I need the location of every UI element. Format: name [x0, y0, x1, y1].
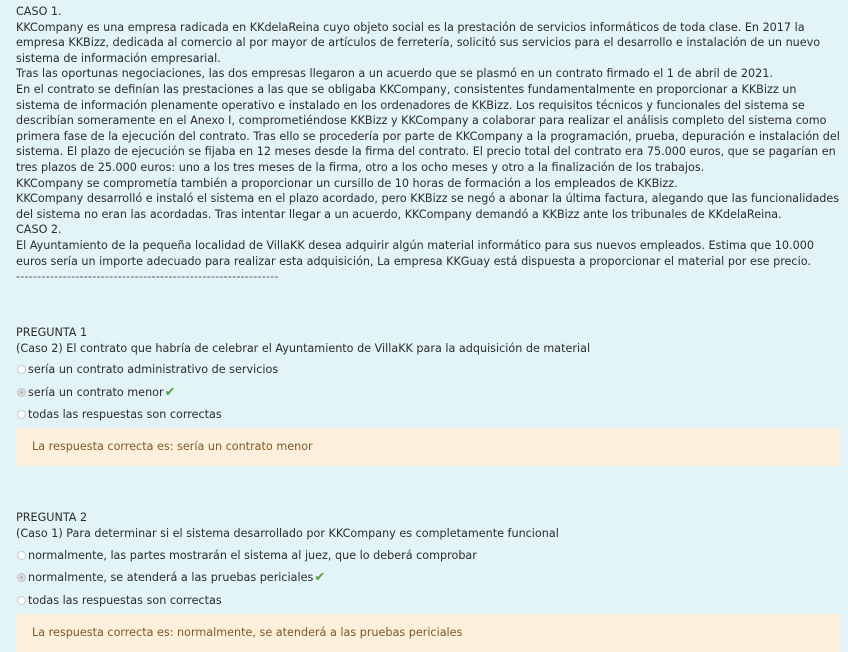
- case-1-paragraph: KKCompany es una empresa radicada en KKdelaReina cuyo objeto social es la prestación de servicios informáticos de toda clase. En 2017 la empresa KKBizz, dedicada al comercio al por mayor de artículos de ferretería, solicitó sus servicios para el desarrollo e instalación de un nuevo sistema de información empresarial.: [16, 20, 821, 65]
- case-1-paragraph: En el contrato se definían las prestaciones a las que se obligaba KKCompany, consistentes fundamentalmente en proporcionar a KKBizz un sistema de información plenamente operativo e instalado en los ordenadores de KKBizz. Los requisitos técnicos y funcionales del sistema se describían someramente en el Anexo I, comprometiéndose KKBizz y KKCompany a colaborar para realizar el análisis completo del sistema como primera fase de la ejecución del contrato. Tras ello se procedería por parte de KKCompany a la programación, prueba, depuración e instalación del sistema. El plazo de ejecución se fijaba en 12 meses desde la firma del contrato. El precio total del contrato era 75.000 euros, que se pagarían en tres plazos de 25.000 euros: uno a los tres meses de la firma, otro a los ocho meses y otro a la finalización de los trabajos.: [16, 82, 840, 174]
- correct-answer-feedback: La respuesta correcta es: normalmente, se atenderá a las pruebas periciales: [16, 614, 840, 652]
- answer-option-label: todas las respuestas son correctas: [28, 408, 222, 422]
- case-1-paragraph: Tras las oportunas negociaciones, las dos empresas llegaron a un acuerdo que se plasmó en un contrato firmado el 1 de abril de 2021.: [16, 67, 773, 81]
- answer-option[interactable]: [16, 544, 840, 567]
- case-1-paragraph: KKCompany se comprometía también a proporcionar un cursillo de 10 horas de formación a los empleados de KKBizz.: [16, 176, 678, 190]
- answer-option[interactable]: [16, 404, 840, 427]
- radio-button[interactable]: [17, 410, 26, 419]
- case-2-paragraph: El Ayuntamiento de la pequeña localidad de VillaKK desea adquirir algún material informático para sus nuevos empleados. Estima que 10.000 euros sería un importe adecuado para realizar esta adquisición, La empresa KKGuay está dispuesta a proporcionar el material por ese precio.: [16, 238, 814, 268]
- radio-button[interactable]: [17, 551, 26, 560]
- answer-option-label: todas las respuestas son correctas: [28, 593, 222, 607]
- question-2: [16, 510, 840, 652]
- answer-option-label: sería un contrato administrativo de servicios: [28, 363, 279, 377]
- answer-option-selected[interactable]: [16, 381, 840, 404]
- answer-option[interactable]: [16, 359, 840, 382]
- question-title: PREGUNTA 1: [16, 325, 88, 339]
- separator: --------------------------------------------------------------: [16, 270, 279, 284]
- case-1: [16, 4, 840, 222]
- answer-option-label: normalmente, se atenderá a las pruebas periciales: [28, 571, 314, 585]
- answer-option-label: sería un contrato menor: [28, 385, 164, 399]
- radio-button-selected[interactable]: [17, 388, 26, 397]
- question-1: [16, 325, 840, 467]
- correct-answer-feedback: La respuesta correcta es: sería un contrato menor: [16, 428, 840, 466]
- case-2-title: CASO 2.: [16, 223, 62, 237]
- checkmark-icon: ✔: [314, 570, 326, 586]
- question-title: PREGUNTA 2: [16, 511, 88, 525]
- checkmark-icon: ✔: [164, 384, 176, 400]
- case-1-title: CASO 1.: [16, 5, 62, 18]
- answer-option[interactable]: [16, 589, 840, 612]
- answer-option-label: normalmente, las partes mostrarán el sistema al juez, que lo deberá comprobar: [28, 548, 477, 562]
- case-2: [16, 222, 840, 269]
- radio-button-selected[interactable]: [17, 573, 26, 582]
- answer-option-selected[interactable]: [16, 567, 840, 590]
- case-1-paragraph: KKCompany desarrolló e instaló el sistema en el plazo acordado, pero KKBizz se negó a abonar la última factura, alegando que las funcionalidades del sistema no eran las acordadas. Tras intentar llegar a un acuerdo, KKCompany demandó a KKBizz ante los tribunales de KKdelaReina.: [16, 192, 840, 221]
- question-text: (Caso 1) Para determinar si el sistema desarrollado por KKCompany es completamente funcional: [16, 527, 559, 541]
- question-text: (Caso 2) El contrato que habría de celebrar el Ayuntamiento de VillaKK para la adquisición de material: [16, 341, 591, 355]
- radio-button[interactable]: [17, 365, 26, 374]
- radio-button[interactable]: [17, 596, 26, 605]
